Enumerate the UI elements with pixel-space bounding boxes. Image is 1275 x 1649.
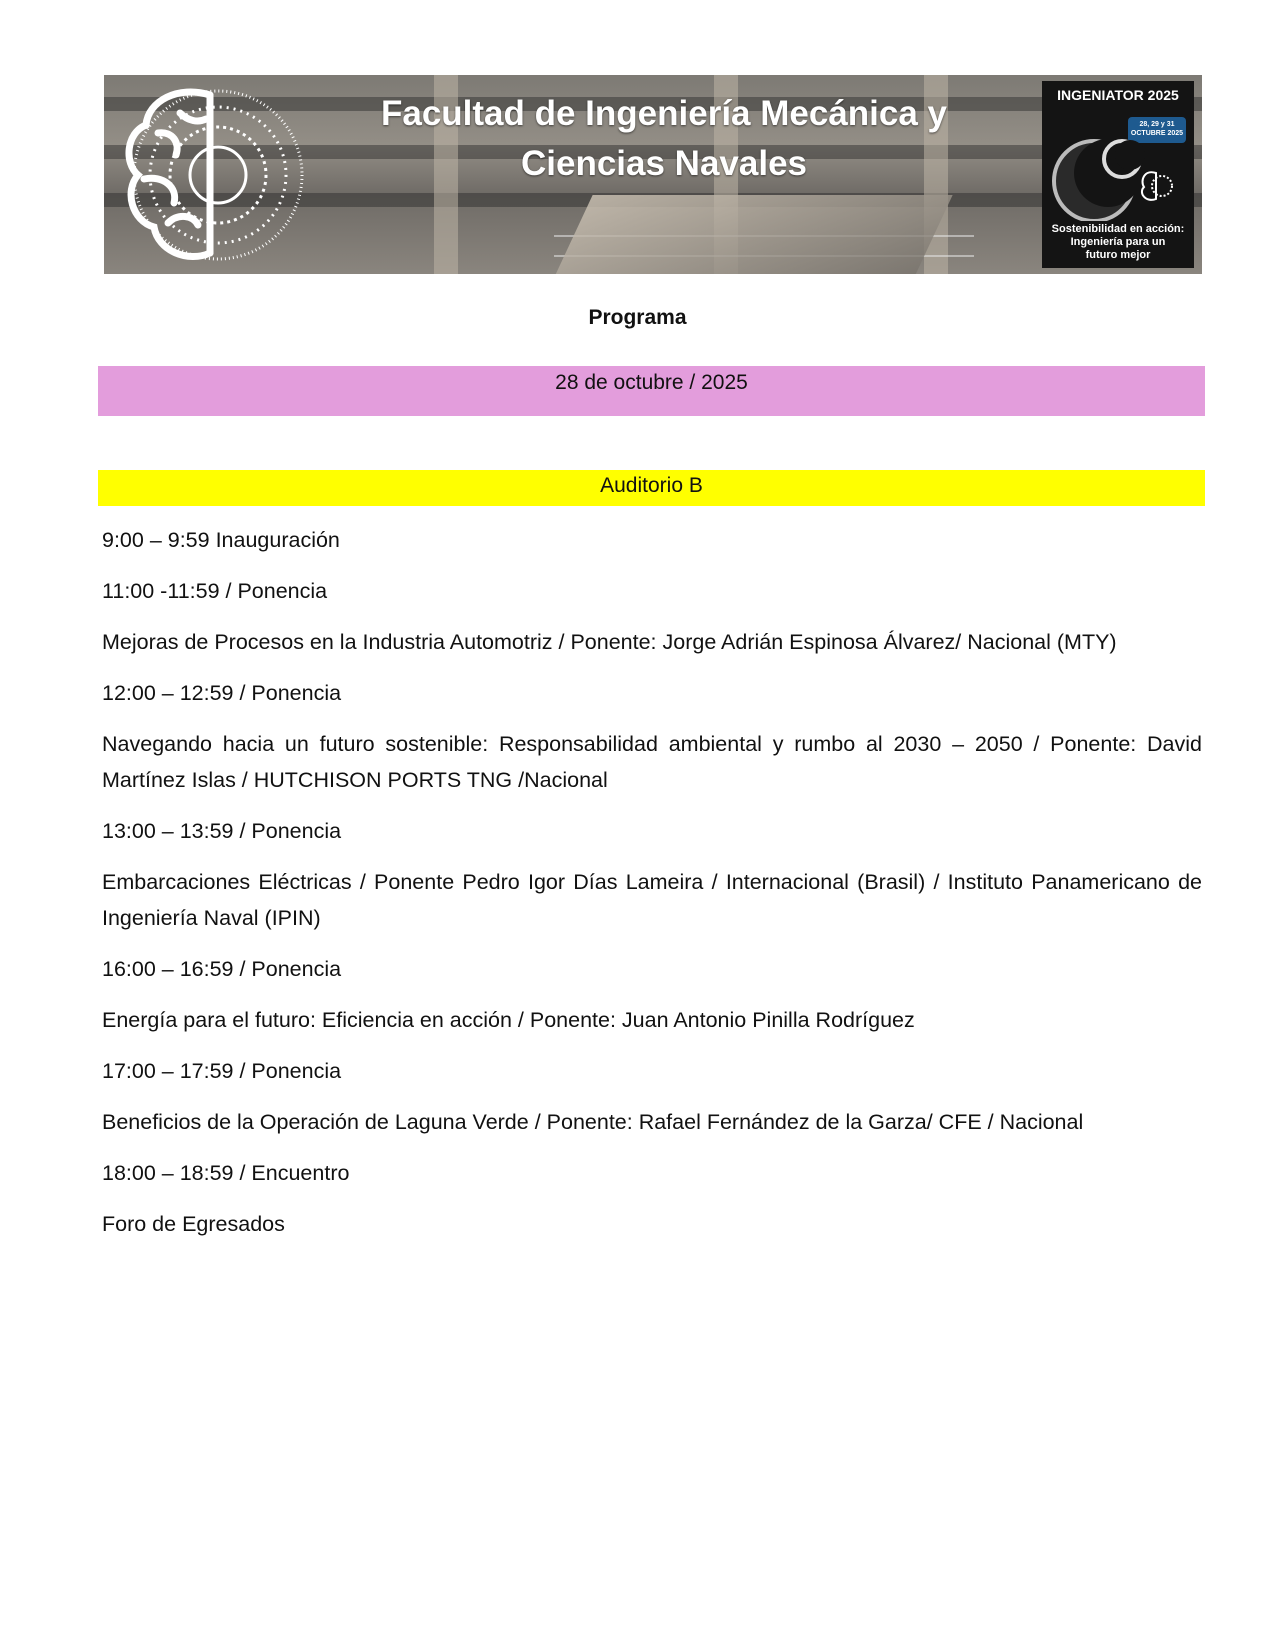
banner-title-line1: Facultad de Ingeniería Mecánica y [380, 94, 948, 133]
banner-title-line2: Ciencias Navales [520, 144, 807, 183]
poster-tagline [1042, 223, 1194, 262]
schedule-time: 12:00 – 12:59 / Ponencia [102, 681, 342, 705]
poster-dates-line2: OCTUBRE 2025 [1130, 130, 1184, 137]
page-title: Programa [588, 306, 687, 329]
schedule-description: Navegando hacia un futuro sostenible: Responsabilidad ambiental y rumbo al 2030 – 2050 / Ponente: David Martínez Islas / HUTCHISON PORTS TNG /Nacional [102, 732, 1202, 792]
poster-title: INGENIATOR 2025 [1057, 87, 1179, 103]
schedule-description: Mejoras de Procesos en la Industria Automotriz / Ponente: Jorge Adrián Espinosa Álvarez/ Nacional (MTY) [102, 630, 1117, 654]
poster-tagline-line1: Sostenibilidad en acción: [1051, 223, 1185, 235]
schedule-description: Energía para el futuro: Eficiencia en acción / Ponente: Juan Antonio Pinilla Rodríguez [102, 1008, 915, 1032]
room-bar [98, 470, 1205, 506]
banner-title [314, 89, 1014, 189]
schedule-time: 16:00 – 16:59 / Ponencia [102, 957, 342, 981]
schedule-time: 17:00 – 17:59 / Ponencia [102, 1059, 342, 1083]
header-banner [104, 75, 1202, 274]
poster-tagline-line2: Ingeniería para un [1070, 236, 1166, 248]
poster-tagline-line3: futuro mejor [1085, 249, 1151, 261]
schedule-description: Beneficios de la Operación de Laguna Verde / Ponente: Rafael Fernández de la Garza/ CFE / Nacional [102, 1110, 1084, 1134]
schedule-list [102, 522, 1202, 1257]
date-label: 28 de octubre / 2025 [555, 371, 748, 394]
schedule-description: Embarcaciones Eléctricas / Ponente Pedro Igor Días Lameira / Internacional (Brasil) / Instituto Panamericano de Ingeniería Naval (IPIN) [102, 870, 1202, 930]
schedule-time: 18:00 – 18:59 / Encuentro [102, 1161, 350, 1185]
event-poster [1042, 81, 1194, 268]
room-label: Auditorio B [600, 474, 703, 497]
date-bar [98, 366, 1205, 416]
schedule-description: Foro de Egresados [102, 1212, 285, 1236]
schedule-time: 11:00 -11:59 / Ponencia [102, 579, 328, 603]
brain-gear-logo-icon [118, 83, 308, 268]
poster-dates-line1: 28, 29 y 31 [1139, 121, 1175, 128]
schedule-time: 13:00 – 13:59 / Ponencia [102, 819, 342, 843]
schedule-time: 9:00 – 9:59 Inauguración [102, 528, 340, 552]
poster-crescent-icon [1046, 129, 1190, 221]
